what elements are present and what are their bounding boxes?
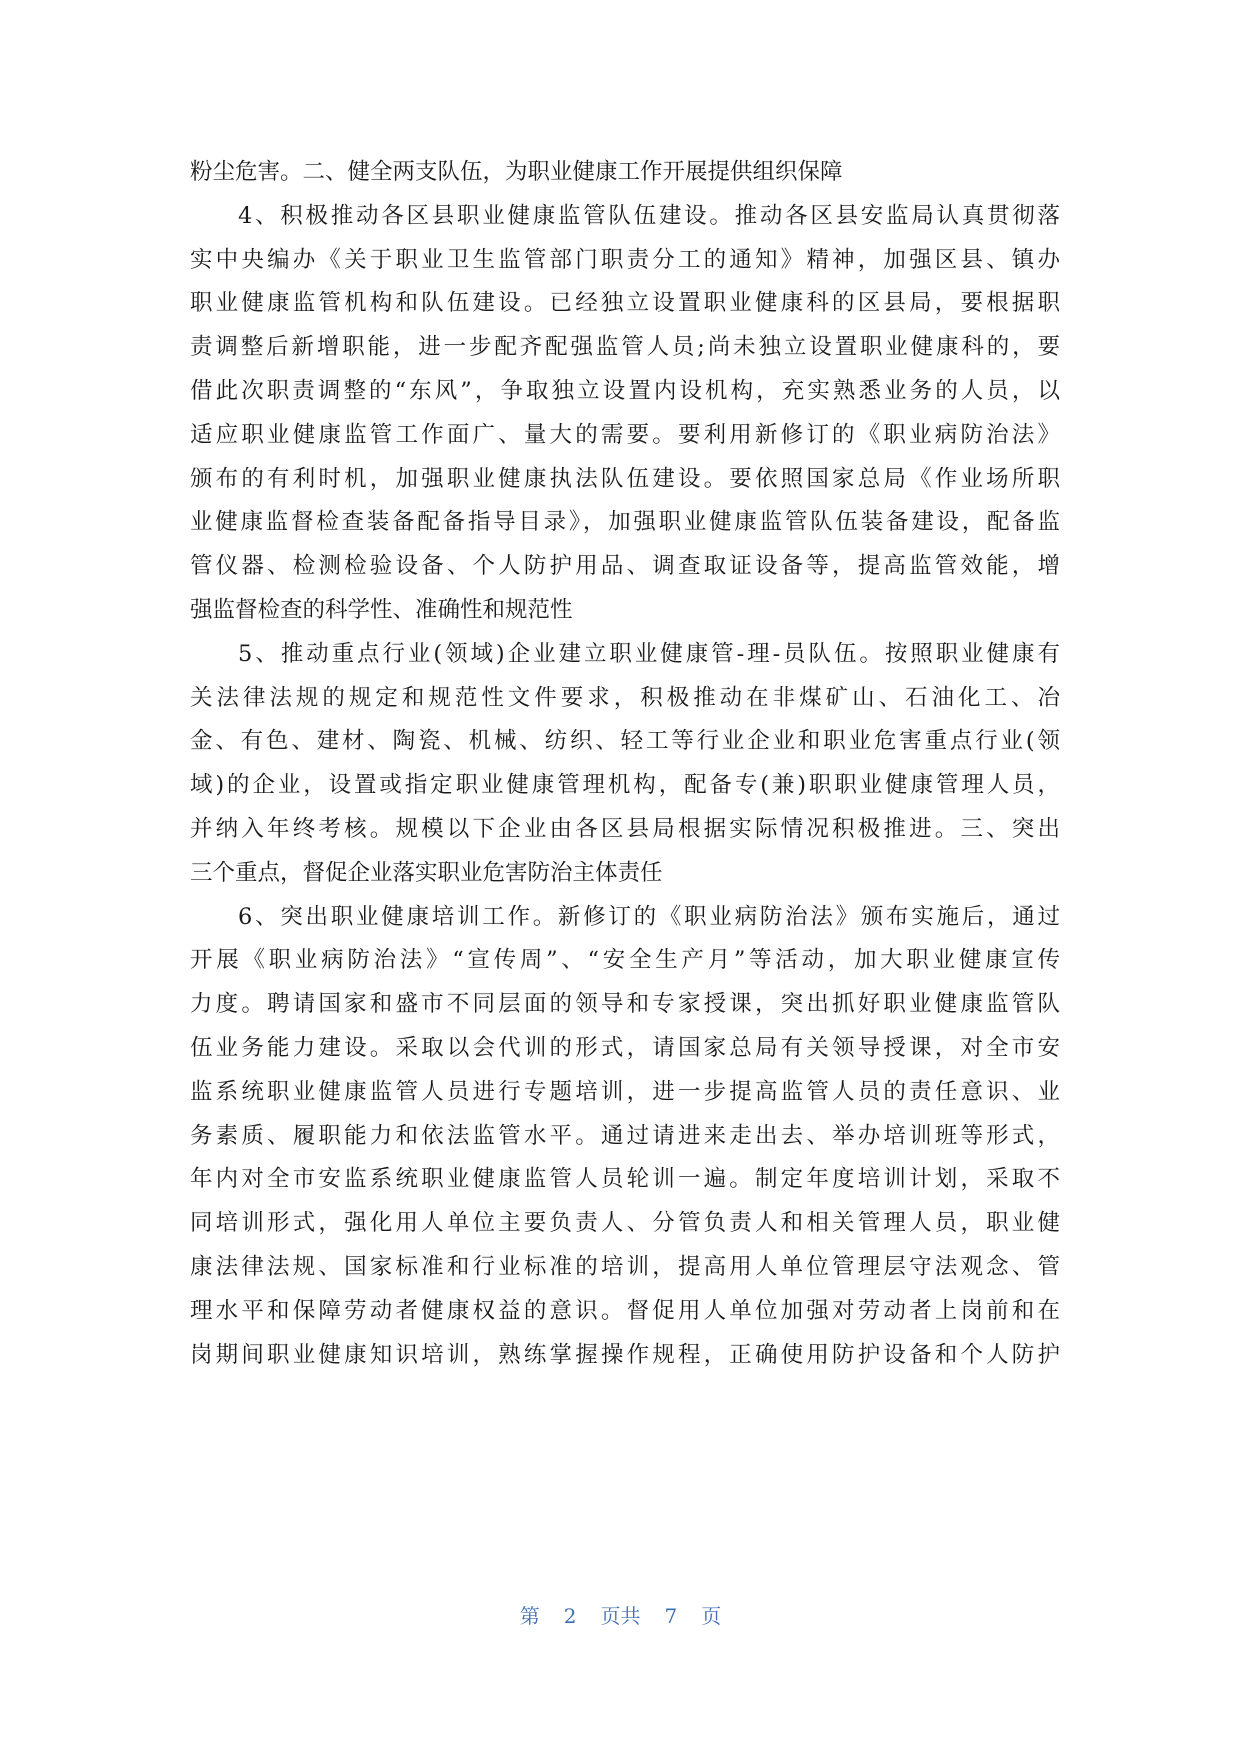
footer-middle: 页共: [600, 1604, 641, 1628]
text-line: 三个重点，督促企业落实职业危害防治主体责任: [190, 859, 663, 886]
total-page-count: 7: [664, 1604, 678, 1628]
text-line: 借此次职责调整的“东风”，争取独立设置内设机构，充实熟悉业务的人员，以: [190, 377, 1060, 404]
paragraph-5-start: 5、推动重点行业(领域)企业建立职业健康管-理-员队伍。按照职业健康有: [238, 640, 1060, 667]
text-line: 并纳入年终考核。规模以下企业由各区县局根据实际情况积极推进。三、突出: [190, 815, 1060, 842]
text-line: 理水平和保障劳动者健康权益的意识。督促用人单位加强对劳动者上岗前和在: [190, 1297, 1060, 1324]
text-line: 职业健康监管机构和队伍建设。已经独立设置职业健康科的区县局，要根据职: [190, 290, 1060, 317]
text-line: 责调整后新增职能，进一步配齐配强监管人员;尚未独立设置职业健康科的，要: [190, 334, 1060, 361]
footer-suffix: 页: [701, 1604, 722, 1628]
text-line: 同培训形式，强化用人单位主要负责人、分管负责人和相关管理人员，职业健: [190, 1210, 1060, 1237]
footer-prefix: 第: [519, 1604, 540, 1628]
text-line: 颁布的有利时机，加强职业健康执法队伍建设。要依照国家总局《作业场所职: [190, 465, 1060, 492]
text-line: 管仪器、检测检验设备、个人防护用品、调查取证设备等，提高监管效能，增: [190, 553, 1060, 580]
document-body: [190, 151, 1060, 1377]
text-line: 伍业务能力建设。采取以会代训的形式，请国家总局有关领导授课，对全市安: [190, 1034, 1060, 1061]
text-line: 年内对全市安监系统职业健康监管人员轮训一遍。制定年度培训计划，采取不: [190, 1166, 1060, 1193]
paragraph-4-start: 4、积极推动各区县职业健康监管队伍建设。推动各区县安监局认真贯彻落: [238, 202, 1060, 229]
text-line: 关法律法规的规定和规范性文件要求，积极推动在非煤矿山、石油化工、冶: [190, 684, 1060, 711]
text-line: 务素质、履职能力和依法监管水平。通过请进来走出去、举办培训班等形式，: [190, 1122, 1060, 1149]
text-line: 监系统职业健康监管人员进行专题培训，进一步提高监管人员的责任意识、业: [190, 1078, 1060, 1105]
text-line: 适应职业健康监管工作面广、量大的需要。要利用新修订的《职业病防治法》: [190, 421, 1060, 448]
text-line: 金、有色、建材、陶瓷、机械、纺织、轻工等行业企业和职业危害重点行业(领: [190, 728, 1060, 755]
text-line: 实中央编办《关于职业卫生监管部门职责分工的通知》精神，加强区县、镇办: [190, 246, 1060, 273]
text-line: 开展《职业病防治法》“宣传周”、“安全生产月”等活动，加大职业健康宣传: [190, 947, 1060, 974]
text-line: 强监督检查的科学性、准确性和规范性: [190, 596, 573, 623]
paragraph-6-start: 6、突出职业健康培训工作。新修订的《职业病防治法》颁布实施后，通过: [238, 903, 1060, 930]
text-line: 域)的企业，设置或指定职业健康管理机构，配备专(兼)职职业健康管理人员，: [190, 772, 1060, 799]
current-page-number: 2: [563, 1604, 577, 1628]
page-footer: [0, 1600, 1241, 1629]
text-line: 岗期间职业健康知识培训，熟练掌握操作规程，正确使用防护设备和个人防护: [190, 1341, 1060, 1368]
text-line: 粉尘危害。二、健全两支队伍，为职业健康工作开展提供组织保障: [190, 159, 843, 185]
text-line: 业健康监督检查装备配备指导目录》，加强职业健康监管队伍装备建设，配备监: [190, 509, 1060, 536]
text-line: 力度。聘请国家和盛市不同层面的领导和专家授课，突出抓好职业健康监管队: [190, 991, 1060, 1018]
text-line: 康法律法规、国家标准和行业标准的培训，提高用人单位管理层守法观念、管: [190, 1253, 1060, 1280]
